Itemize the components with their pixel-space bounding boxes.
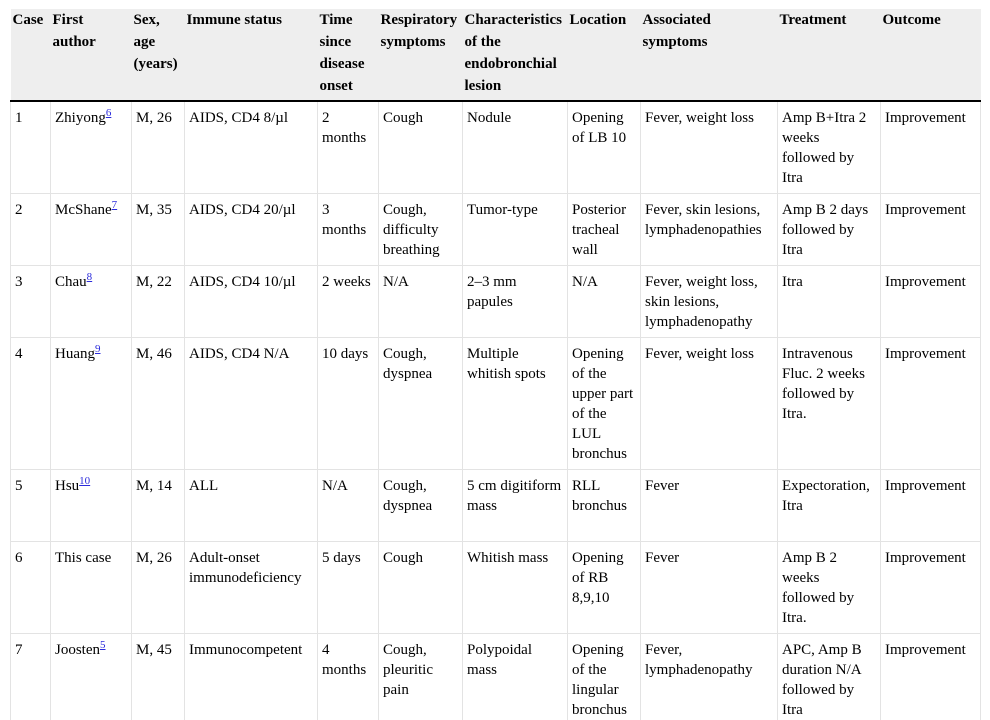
cell-location: Opening of LB 10: [568, 101, 641, 194]
header-treatment: Treatment: [778, 9, 881, 101]
table-row: [11, 101, 981, 194]
cell-time: 10 days: [318, 338, 379, 470]
cell-lesion: Tumor-type: [463, 194, 568, 266]
cell-respiratory: Cough, dyspnea: [379, 338, 463, 470]
cell-outcome: Improvement: [881, 266, 981, 338]
cell-immune-status: AIDS, CD4 10/µl: [185, 266, 318, 338]
author-name: Joosten: [55, 642, 100, 658]
cell-location: Opening of the lingular bronchus: [568, 634, 641, 720]
cell-outcome: Improvement: [881, 470, 981, 542]
cell-treatment: Intravenous Fluc. 2 weeks followed by Itra.: [778, 338, 881, 470]
cell-associated: Fever, weight loss: [641, 101, 778, 194]
cell-case: 4: [11, 338, 51, 470]
cell-treatment: Amp B+Itra 2 weeks followed by Itra: [778, 101, 881, 194]
cell-outcome: Improvement: [881, 194, 981, 266]
cell-associated: Fever, weight loss: [641, 338, 778, 470]
cell-lesion: Whitish mass: [463, 542, 568, 634]
cell-treatment: Itra: [778, 266, 881, 338]
cell-treatment: Amp B 2 days followed by Itra: [778, 194, 881, 266]
header-outcome: Outcome: [881, 9, 981, 101]
cell-treatment: APC, Amp B duration N/A followed by Itra: [778, 634, 881, 720]
table-row: [11, 338, 981, 470]
cell-associated: Fever, weight loss, skin lesions, lymphadenopathy: [641, 266, 778, 338]
author-name: Huang: [55, 346, 95, 362]
cell-immune-status: AIDS, CD4 8/µl: [185, 101, 318, 194]
cell-author: [51, 266, 132, 338]
cell-sex-age: M, 46: [132, 338, 185, 470]
cell-case: 5: [11, 470, 51, 542]
cell-location: RLL bronchus: [568, 470, 641, 542]
cell-treatment: Expectoration, Itra: [778, 470, 881, 542]
cell-immune-status: Adult-onset immunodeficiency: [185, 542, 318, 634]
cell-lesion: Nodule: [463, 101, 568, 194]
reference-link[interactable]: 7: [112, 199, 118, 211]
table-header-row: [11, 9, 981, 101]
cell-associated: Fever, lymphadenopathy: [641, 634, 778, 720]
cell-sex-age: M, 22: [132, 266, 185, 338]
cell-respiratory: Cough, pleuritic pain: [379, 634, 463, 720]
cell-associated: Fever: [641, 542, 778, 634]
author-name: Hsu: [55, 478, 79, 494]
cell-lesion: 5 cm digitiform mass: [463, 470, 568, 542]
cell-sex-age: M, 26: [132, 101, 185, 194]
case-table-container: [10, 9, 980, 720]
reference-link[interactable]: 5: [100, 639, 106, 651]
cell-author: [51, 338, 132, 470]
cell-time: N/A: [318, 470, 379, 542]
cell-immune-status: Immunocompetent: [185, 634, 318, 720]
header-case: Case: [11, 9, 51, 101]
cell-sex-age: M, 45: [132, 634, 185, 720]
cell-associated: Fever: [641, 470, 778, 542]
cell-outcome: Improvement: [881, 101, 981, 194]
author-name: Zhiyong: [55, 110, 106, 126]
cell-lesion: Polypoidal mass: [463, 634, 568, 720]
cell-outcome: Improvement: [881, 338, 981, 470]
cell-time: 3 months: [318, 194, 379, 266]
cell-case: 3: [11, 266, 51, 338]
cell-location: Opening of the upper part of the LUL bronchus: [568, 338, 641, 470]
cell-respiratory: N/A: [379, 266, 463, 338]
cell-time: 4 months: [318, 634, 379, 720]
author-name: McShane: [55, 202, 112, 218]
cell-time: 2 weeks: [318, 266, 379, 338]
reference-link[interactable]: 6: [106, 107, 112, 119]
cell-lesion: Multiple whitish spots: [463, 338, 568, 470]
header-sex-age: Sex, age (years): [132, 9, 185, 101]
cell-case: 6: [11, 542, 51, 634]
cell-respiratory: Cough, difficulty breathing: [379, 194, 463, 266]
cell-treatment: Amp B 2 weeks followed by Itra.: [778, 542, 881, 634]
cell-author: [51, 194, 132, 266]
cell-sex-age: M, 14: [132, 470, 185, 542]
cell-time: 5 days: [318, 542, 379, 634]
header-respiratory-symptoms: Respiratory symptoms: [379, 9, 463, 101]
cell-respiratory: Cough: [379, 542, 463, 634]
cell-case: 7: [11, 634, 51, 720]
case-comparison-table: [10, 9, 981, 720]
reference-link[interactable]: 8: [87, 271, 93, 283]
reference-link[interactable]: 9: [95, 343, 101, 355]
header-lesion-characteristics: Characteristics of the endobronchial lesion: [463, 9, 568, 101]
table-row: [11, 194, 981, 266]
cell-respiratory: Cough: [379, 101, 463, 194]
table-row: [11, 634, 981, 720]
cell-outcome: Improvement: [881, 634, 981, 720]
cell-author: [51, 542, 132, 634]
header-first-author: First author: [51, 9, 132, 101]
cell-author: [51, 470, 132, 542]
author-name: Chau: [55, 274, 87, 290]
cell-location: N/A: [568, 266, 641, 338]
cell-case: 1: [11, 101, 51, 194]
cell-immune-status: ALL: [185, 470, 318, 542]
header-time-since-onset: Time since disease onset: [318, 9, 379, 101]
header-immune-status: Immune status: [185, 9, 318, 101]
cell-location: Posterior tracheal wall: [568, 194, 641, 266]
table-row: [11, 542, 981, 634]
author-name: This case: [55, 550, 111, 566]
cell-author: [51, 634, 132, 720]
reference-link[interactable]: 10: [79, 475, 90, 487]
header-associated-symptoms: Associated symptoms: [641, 9, 778, 101]
cell-outcome: Improvement: [881, 542, 981, 634]
cell-sex-age: M, 26: [132, 542, 185, 634]
cell-case: 2: [11, 194, 51, 266]
cell-time: 2 months: [318, 101, 379, 194]
table-row: [11, 266, 981, 338]
cell-sex-age: M, 35: [132, 194, 185, 266]
cell-lesion: 2–3 mm papules: [463, 266, 568, 338]
cell-author: [51, 101, 132, 194]
cell-immune-status: AIDS, CD4 20/µl: [185, 194, 318, 266]
cell-respiratory: Cough, dyspnea: [379, 470, 463, 542]
cell-immune-status: AIDS, CD4 N/A: [185, 338, 318, 470]
cell-associated: Fever, skin lesions, lymphadenopathies: [641, 194, 778, 266]
cell-location: Opening of RB 8,9,10: [568, 542, 641, 634]
table-row: [11, 470, 981, 542]
header-location: Location: [568, 9, 641, 101]
